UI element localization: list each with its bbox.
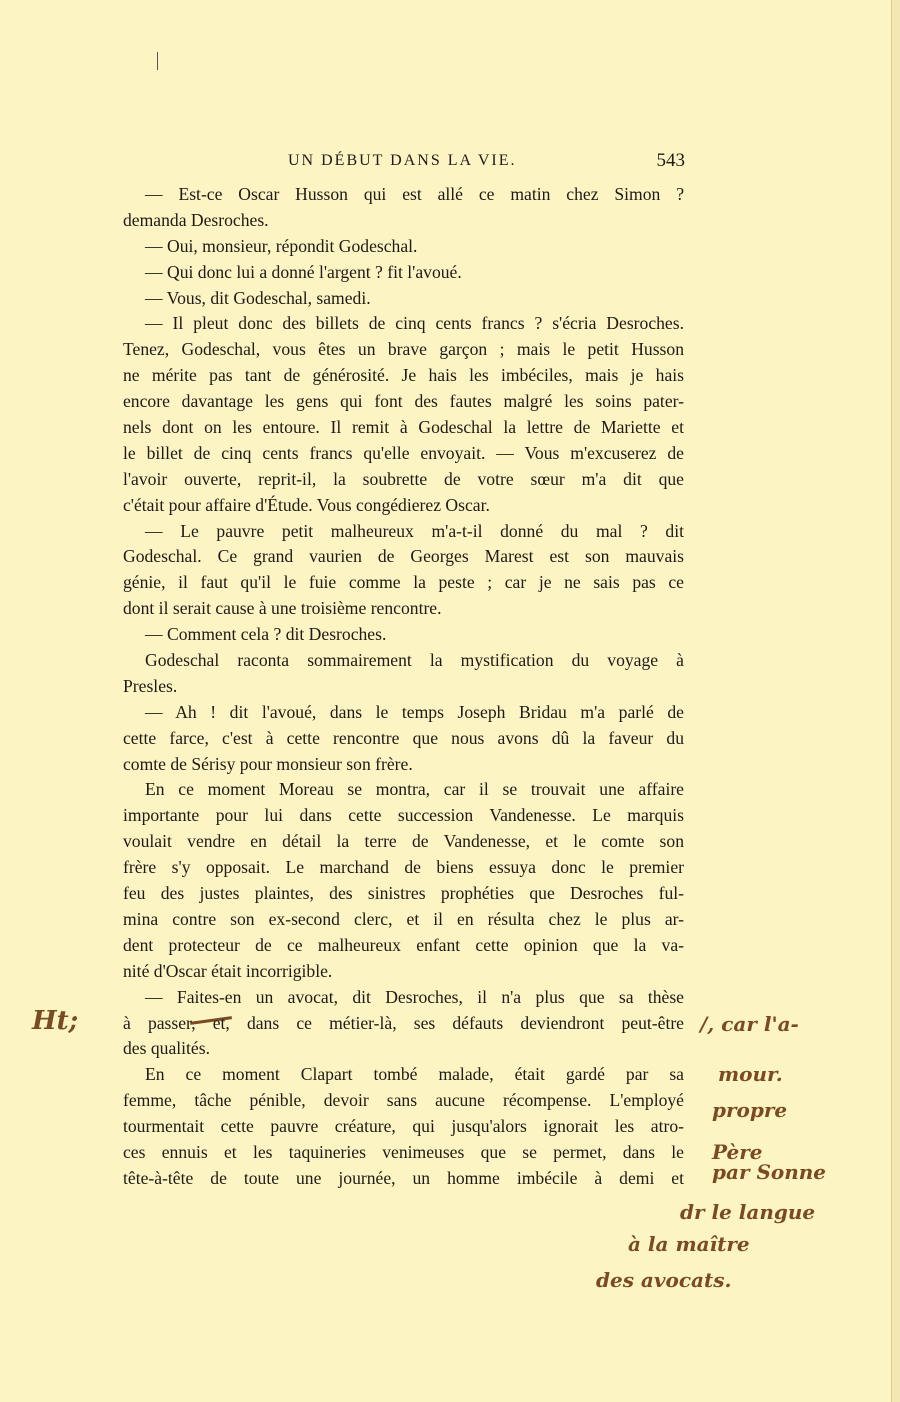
text-line: tête-à-tête de toute une journée, un homme imbécile à demi et — [123, 1167, 684, 1188]
handwritten-note-line: Père — [712, 1140, 763, 1164]
text-line: — Ah ! dit l'avoué, dans le temps Joseph Bridau m'a parlé de — [145, 701, 684, 722]
text-line: demanda Desroches. — [123, 209, 269, 230]
text-line: nels dont on les entoure. Il remit à Godeschal la lettre de Mariette et — [123, 417, 684, 438]
text-line: femme, tâche pénible, devoir sans aucune récompense. L'employé — [123, 1090, 684, 1111]
handwritten-note-line: dr le langue — [680, 1200, 816, 1224]
text-line: dont il serait cause à une troisième rencontre. — [123, 598, 442, 619]
running-title: UN DÉBUT DANS LA VIE. — [288, 152, 517, 169]
text-line: génie, il faut qu'il le fuie comme la peste ; car je ne sais pas ce — [123, 572, 684, 593]
text-line: à passer, et, dans ce métier-là, ses défauts deviendront peut-être — [123, 1012, 684, 1033]
text-line: voulait vendre en détail la terre de Vandenesse, et le comte son — [123, 831, 684, 852]
text-line: le billet de cinq cents francs qu'elle envoyait. — Vous m'excuserez de — [123, 442, 684, 463]
text-line: — Comment cela ? dit Desroches. — [145, 624, 387, 645]
text-line: — Est-ce Oscar Husson qui est allé ce matin chez Simon ? — [145, 184, 684, 204]
text-line: En ce moment Clapart tombé malade, était gardé par sa — [145, 1064, 684, 1085]
text-line: l'avoir ouverte, reprit-il, la soubrette de votre sœur m'a dit que — [123, 468, 684, 489]
body-text — [123, 182, 684, 1192]
text-line: Presles. — [123, 675, 178, 696]
handwritten-note-line: mour. — [718, 1062, 783, 1086]
text-line: tourmentait cette pauvre créature, qui jusqu'alors ignorait les atro- — [123, 1116, 684, 1137]
text-line: dent protecteur de ce malheureux enfant cette opinion que la va- — [123, 934, 684, 955]
text-line: En ce moment Moreau se montra, car il se trouvait une affaire — [145, 779, 684, 800]
text-line: c'était pour affaire d'Étude. Vous congédierez Oscar. — [123, 494, 490, 515]
text-line: mina contre son ex-second clerc, et il en résulta chez le plus ar- — [123, 908, 684, 929]
text-line: Godeschal raconta sommairement la mystification du voyage à — [145, 650, 684, 671]
text-line: frère s'y opposait. Le marchand de biens essuya donc le premier — [123, 857, 684, 878]
text-line: des qualités. — [123, 1038, 210, 1059]
page-number: 543 — [656, 150, 685, 171]
text-line: ne mérite pas tant de générosité. Je hais les imbéciles, mais je hais — [123, 365, 684, 386]
handwritten-note-line: par Sonne — [712, 1160, 827, 1184]
text-line: — Oui, monsieur, répondit Godeschal. — [145, 235, 418, 256]
text-line: — Qui donc lui a donné l'argent ? fit l'avoué. — [145, 261, 462, 282]
handwritten-note-line: /, car l'a- — [700, 1012, 799, 1036]
text-line: cette farce, c'est à cette rencontre que nous avons dû la faveur du — [123, 727, 684, 748]
page-header — [123, 150, 685, 176]
text-line: — Vous, dit Godeschal, samedi. — [145, 287, 371, 308]
handwritten-note-line: propre — [712, 1098, 788, 1122]
handwritten-margin-note-left: Ht; — [32, 1006, 79, 1036]
text-line: — Faites-en un avocat, dit Desroches, il n'a plus que sa thèse — [145, 986, 684, 1007]
text-line: nité d'Oscar était incorrigible. — [123, 960, 333, 981]
text-line: Tenez, Godeschal, vous êtes un brave garçon ; mais le petit Husson — [123, 339, 684, 360]
handwritten-note-line: des avocats. — [596, 1268, 732, 1292]
text-line: — Il pleut donc des billets de cinq cents francs ? s'écria Desroches. — [145, 313, 684, 334]
handwritten-note-line: à la maître — [628, 1232, 750, 1256]
text-line: Godeschal. Ce grand vaurien de Georges Marest est son mauvais — [123, 546, 684, 567]
text-line: importante pour lui dans cette succession Vandenesse. Le marquis — [123, 805, 684, 826]
text-line: ces ennuis et les taquineries venimeuses que se permet, dans le — [123, 1141, 684, 1162]
text-line: comte de Sérisy pour monsieur son frère. — [123, 753, 413, 774]
text-line: — Le pauvre petit malheureux m'a-t-il donné du mal ? dit — [145, 520, 684, 541]
page-edge — [891, 0, 900, 1402]
text-line: feu des justes plaintes, des sinistres prophéties que Desroches ful- — [123, 883, 684, 904]
text-line: encore davantage les gens qui font des fautes malgré les soins pater- — [123, 391, 684, 412]
margin-mark — [157, 52, 158, 70]
